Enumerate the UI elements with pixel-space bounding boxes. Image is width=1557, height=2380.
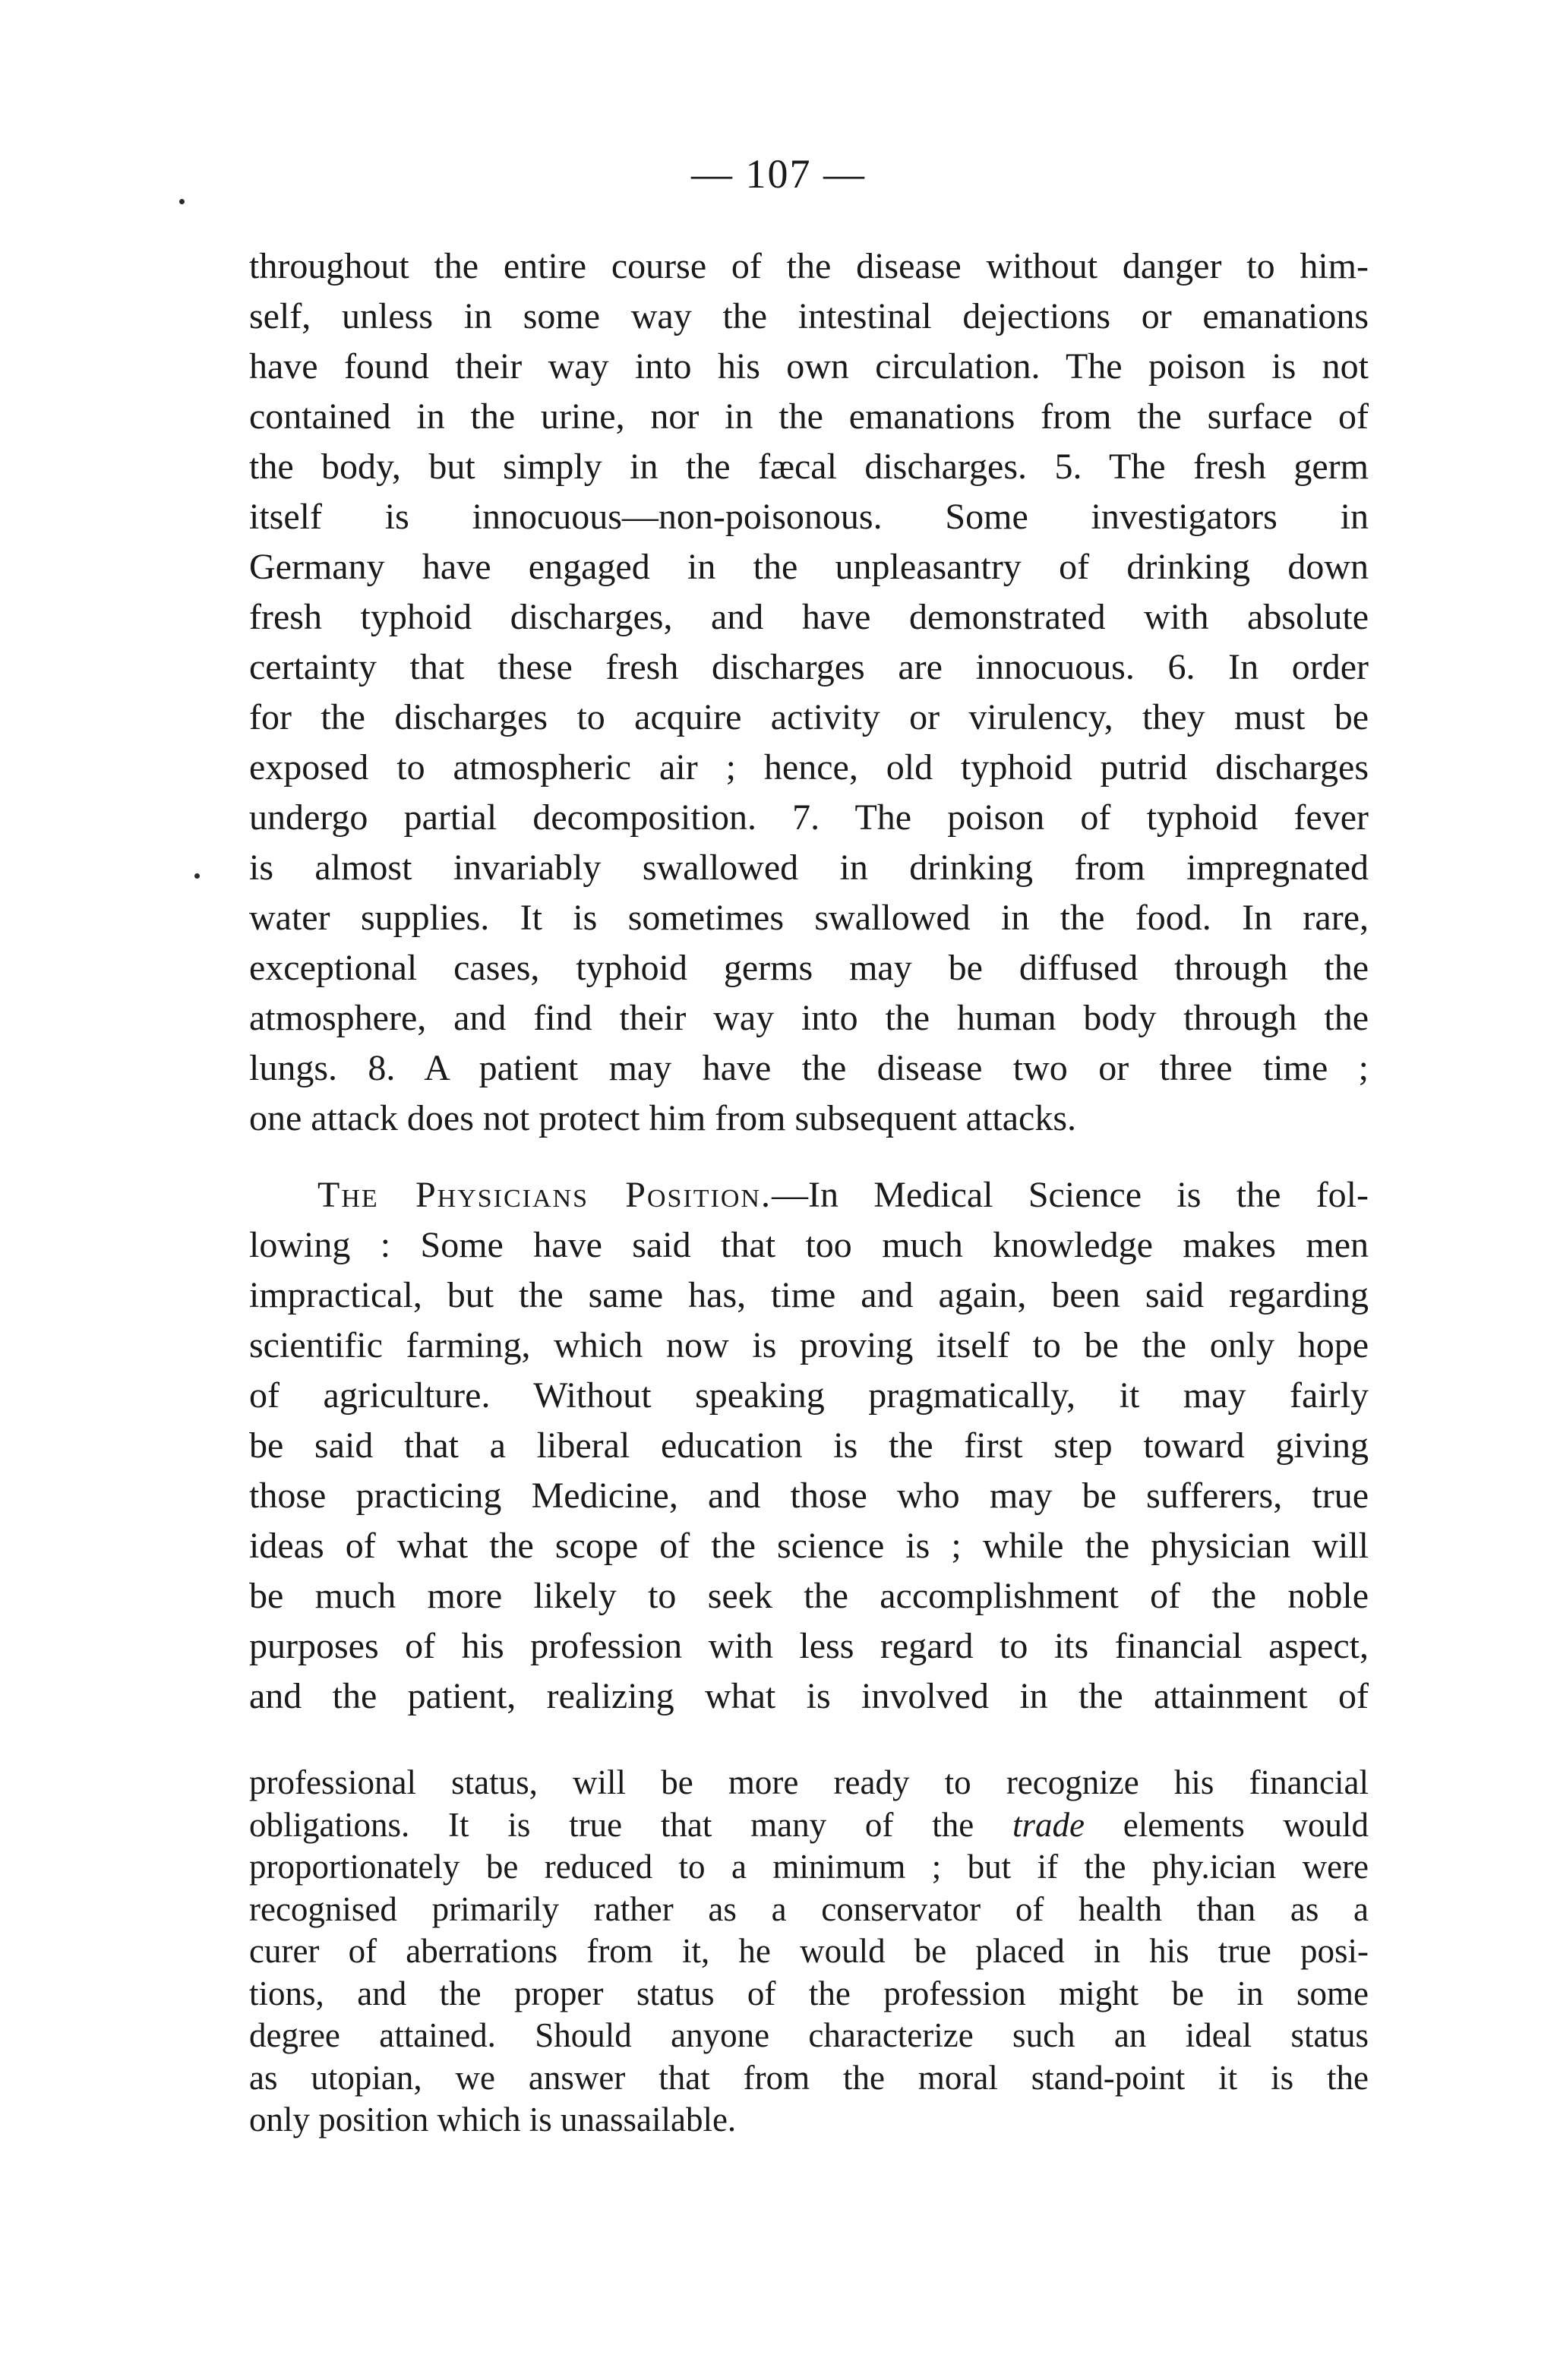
text-line: the body, but simply in the fæcal discharges. 5. The fresh germ [249,447,1369,487]
text-line: purposes of his profession with less regard to its financial aspect, [249,1626,1369,1666]
text-line: water supplies. It is sometimes swallowed in the food. In rare, [249,898,1369,938]
text-line: contained in the urine, nor in the emanations from the surface of [249,396,1369,437]
text-line: itself is innocuous—non-poisonous. Some investigators in [249,497,1369,537]
text-fragment: elements would [1084,1805,1369,1844]
text-line: recognised primarily rather as a conservator of health than as a [249,1889,1369,1928]
text-line: as utopian, we answer that from the moral stand-point it is the [249,2058,1369,2097]
text-line: have found their way into his own circulation. The poison is not [249,346,1369,387]
paragraph-physicians-position [249,1170,1369,1722]
text-line: curer of aberrations from it, he would be placed in his true posi- [249,1932,1369,1970]
text-line: tions, and the proper status of the profession might be in some [249,1974,1369,2012]
text-line: impractical, but the same has, time and again, been said regarding [249,1275,1369,1315]
paragraph-typhoid-facts [249,241,1369,1144]
text-line: and the patient, realizing what is involved in the attainment of [249,1676,1369,1716]
text-line: be much more likely to seek the accomplishment of the noble [249,1576,1369,1616]
text-fragment: obligations. It is true that many of the [249,1805,1012,1844]
text-line: throughout the entire course of the disease without danger to him- [249,246,1369,286]
text-line: of agriculture. Without speaking pragmatically, it may fairly [249,1375,1369,1416]
page-number: — 107 — [691,151,866,197]
paragraph-professional-status [249,1762,1369,2142]
text-line: ideas of what the scope of the science is ; while the physician will [249,1526,1369,1566]
text-line: those practicing Medicine, and those who may be sufferers, true [249,1476,1369,1516]
text-line [249,1804,1369,1847]
text-line: be said that a liberal education is the first step toward giving [249,1425,1369,1466]
text-line: fresh typhoid discharges, and have demonstrated with absolute [249,597,1369,637]
text-line: atmosphere, and find their way into the human body through the [249,998,1369,1038]
italic-word: trade [1012,1805,1085,1844]
text-line: lungs. 8. A patient may have the disease two or three time ; [249,1048,1369,1088]
text-line: Germany have engaged in the unpleasantry of drinking down [249,547,1369,587]
heading-continuation: —In Medical Science is the fol- [772,1175,1369,1215]
text-line: degree attained. Should anyone characterize such an ideal status [249,2016,1369,2054]
text-line: professional status, will be more ready to recognize his financial [249,1763,1369,1801]
text-line: certainty that these fresh discharges are innocuous. 6. In order [249,647,1369,687]
text-line: one attack does not protect him from subsequent attacks. [249,1098,1077,1138]
text-line: undergo partial decomposition. 7. The poison of typhoid fever [249,797,1369,838]
stray-ink-mark [179,199,185,204]
text-line: is almost invariably swallowed in drinking from impregnated [249,848,1369,888]
text-line: scientific farming, which now is proving itself to be the only hope [249,1325,1369,1365]
text-line: proportionately be reduced to a minimum ; but if the phy.ician were [249,1848,1369,1886]
text-line: only position which is unassailable. [249,2101,737,2139]
text-line: exposed to atmospheric air ; hence, old typhoid putrid discharges [249,747,1369,788]
text-line: for the discharges to acquire activity or virulency, they must be [249,697,1369,737]
text-line: exceptional cases, typhoid germs may be diffused through the [249,948,1369,988]
section-heading: The Physicians Position. [317,1175,772,1215]
text-line: lowing : Some have said that too much knowledge makes men [249,1225,1369,1265]
text-line [249,1170,1369,1220]
stray-ink-mark [194,873,200,879]
text-line: self, unless in some way the intestinal dejections or emanations [249,296,1369,336]
